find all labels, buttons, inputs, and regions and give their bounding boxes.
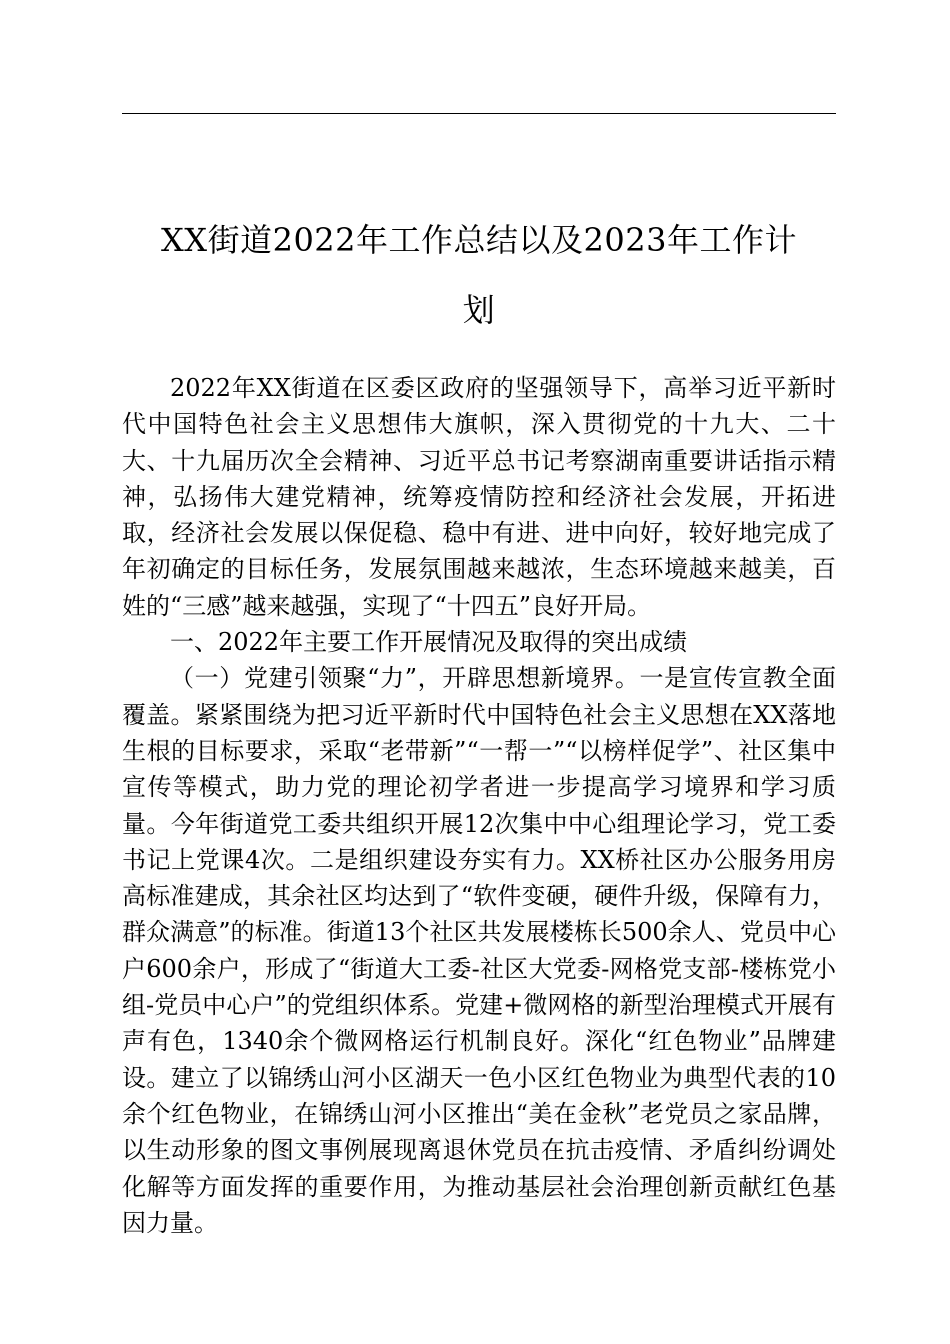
title-line-1: XX街道2022年工作总结以及2023年工作计 — [161, 221, 797, 259]
title-line-2: 划 — [462, 291, 496, 329]
section-heading: 一、2022年主要工作开展情况及取得的突出成绩 — [170, 628, 688, 657]
intro-paragraph: 2022年XX街道在区委区政府的坚强领导下，高举习近平新时代中国特色社会主义思想伟大旗帜，深入贯彻党的十九大、二十大、十九届历次全会精神、习近平总书记考察湖南重要讲话指示精神，弘扬伟大建党精神，统筹疫情防控和经济社会发展，开拓进取，经济社会发展以保促稳、稳中有进、进中向好，较好地完成了年初确定的目标任务，发展氛围越来越浓，生态环境越来越美，百姓的“三感”越来越强，实现了“十四五”良好开局。 — [122, 374, 836, 620]
section-paragraph: （一）党建引领聚“力”，开辟思想新境界。一是宣传宣教全面覆盖。紧紧围绕为把习近平新时代中国特色社会主义思想在XX落地生根的目标要求，采取“老带新”“一帮一”“以榜样促学”、社区集中宣传等模式，助力党的理论初学者进一步提高学习境界和学习质量。今年街道党工委共组织开展12次集中中心组理论学习，党工委书记上党课4次。二是组织建设夯实有力。XX桥社区办公服务用房高标准建成，其余社区均达到了“软件变硬，硬件升级，保障有力，群众满意”的标准。街道13个社区共发展楼栋长500余人、党员中心户600余户，形成了“街道大工委-社区大党委-网格党支部-楼栋党小组-党员中心户”的党组织体系。党建+微网格的新型治理模式开展有声有色，1340余个微网格运行机制良好。深化“红色物业”品牌建设。建立了以锦绣山河小区湖天一色小区红色物业为典型代表的10余个红色物业，在锦绣山河小区推出“美在金秋”老党员之家品牌，以生动形象的图文事例展现离退休党员在抗击疫情、矛盾纠纷调处化解等方面发挥的重要作用，为推动基层社会治理创新贡献红色基因力量。 — [122, 664, 836, 1237]
header-rule — [122, 113, 836, 114]
document-title — [122, 205, 836, 345]
document-body — [122, 370, 836, 1241]
